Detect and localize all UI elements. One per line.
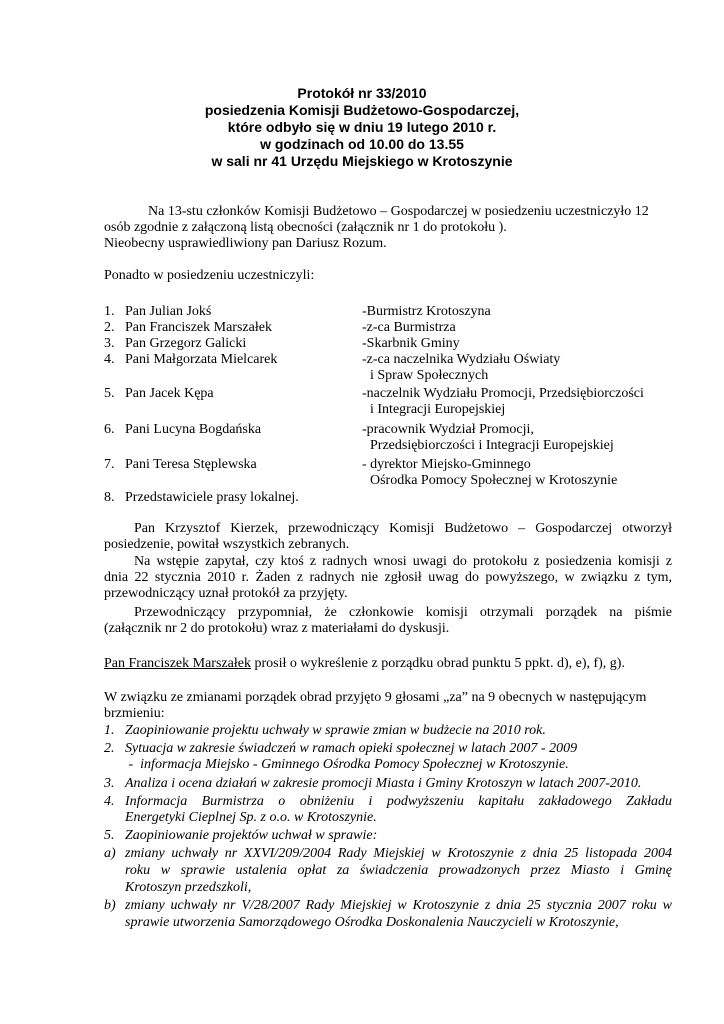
participant-name: Pan Grzegorz Galicki (125, 336, 247, 351)
participant-name: Przedstawiciele prasy lokalnej. (125, 490, 299, 505)
agenda-subitem: zmiany uchwały nr XXVI/209/2004 Rady Miejskiej w Krotoszynie z dnia 25 listopada 2004 (125, 846, 672, 861)
request-text: prosił o wykreślenie z porządku obrad punktu 5 ppkt. d), e), f), g). (250, 656, 625, 671)
agenda-number: 4. (104, 794, 115, 809)
participant-number: 7. (104, 457, 115, 472)
agenda-subitem: zmiany uchwały nr V/28/2007 Rady Miejskiej w Krotoszynie z dnia 25 stycznia 2007 roku w (125, 898, 672, 913)
participant-role: -z-ca naczelnika Wydziału Oświaty (362, 352, 561, 367)
participant-number: 6. (104, 422, 115, 437)
participant-number: 4. (104, 352, 115, 367)
opening-line-1: Pan Krzysztof Kierzek, przewodniczący Komisji Budżetowo – Gospodarczej otworzył (134, 521, 672, 536)
minutes-question-line-3: przewodniczący uznał protokół za przyjęty. (104, 586, 348, 601)
intro-line-1: Na 13-stu członków Komisji Budżetowo – Gospodarczej w posiedzeniu uczestniczyło 12 (148, 204, 649, 219)
participant-role: -pracownik Wydział Promocji, (362, 422, 534, 437)
participant-role: -naczelnik Wydziału Promocji, Przedsiębiorczości (362, 386, 644, 401)
agenda-letter: a) (104, 846, 116, 861)
minutes-question-line-2: dnia 22 stycznia 2010 r. Żaden z radnych nie zgłosił uwag do powyższego, w związku z tym, (104, 570, 672, 585)
participant-name: Pani Lucyna Bogdańska (125, 422, 262, 437)
agenda-item: Zaopiniowanie projektów uchwał w sprawie: (125, 828, 378, 843)
protocol-title: Protokół nr 33/2010 (297, 85, 427, 101)
speaker-name: Pan Franciszek Marszałek (104, 656, 251, 671)
agenda-number: 5. (104, 828, 115, 843)
participant-role-cont: i Integracji Europejskiej (370, 402, 506, 417)
participant-name: Pan Franciszek Marszałek (125, 320, 272, 335)
agenda-intro-line-2: brzmieniu: (104, 706, 165, 721)
participant-number: 5. (104, 386, 115, 401)
title-line-3: które odbyło się w dniu 19 lutego 2010 r. (227, 119, 497, 135)
agenda-item: Informacja Burmistrza o obniżeniu i podwyższeniu kapitału zakładowego Zakładu (125, 794, 672, 809)
participant-role: -Skarbnik Gminy (362, 336, 460, 351)
participant-number: 1. (104, 304, 115, 319)
minutes-question-line-1: Na wstępie zapytał, czy ktoś z radnych wnosi uwagi do protokołu z posiedzenia komisji z (134, 554, 672, 569)
agenda-note-line-1: Przewodniczący przypomniał, że członkowie komisji otrzymali porządek na piśmie (134, 605, 672, 620)
participant-number: 8. (104, 490, 115, 505)
participant-role-cont: Ośrodka Pomocy Społecznej w Krotoszynie (370, 473, 618, 488)
participant-name: Pan Julian Jokś (125, 304, 212, 319)
agenda-note-line-2: (załącznik nr 2 do protokołu) wraz z materiałami do dyskusji. (104, 621, 450, 636)
intro-line-2: osób zgodnie z załączoną listą obecności (załącznik nr 1 do protokołu ). (104, 220, 507, 235)
agenda-item: Sytuacja w zakresie świadczeń w ramach opieki społecznej w latach 2007 - 2009 (125, 741, 578, 756)
title-line-4: w godzinach od 10.00 do 13.55 (260, 136, 464, 152)
participant-name: Pani Teresa Stęplewska (125, 457, 257, 472)
agenda-subitem-cont: Krotoszyn przedszkoli, (125, 880, 252, 895)
intro-line-3: Nieobecny usprawiedliwiony pan Dariusz Rozum. (104, 236, 387, 251)
participant-role: -z-ca Burmistrza (362, 320, 456, 335)
participant-name: Pan Jacek Kępa (125, 386, 214, 401)
agenda-letter: b) (104, 898, 116, 913)
participant-number: 3. (104, 336, 115, 351)
participant-role: - dyrektor Miejsko-Gminnego (362, 457, 531, 472)
marszalek-request (104, 656, 625, 672)
participants-heading: Ponadto w posiedzeniu uczestniczyli: (104, 268, 315, 283)
title-line-2: posiedzenia Komisji Budżetowo-Gospodarczej, (204, 102, 520, 118)
agenda-intro-line-1: W związku ze zmianami porządek obrad przyjęto 9 głosami „za” na 9 obecnych w następującym (104, 690, 647, 705)
agenda-subitem-cont: sprawie utworzenia Samorządowego Ośrodka Doskonalenia Nauczycieli w Krotoszynie, (125, 915, 619, 930)
agenda-item-cont: - informacja Miejsko - Gminnego Ośrodka Pomocy Społecznej w Krotoszynie. (125, 757, 569, 772)
opening-line-2: posiedzenie, powitał wszystkich zebranych. (104, 537, 350, 552)
title-line-5: w sali nr 41 Urzędu Miejskiego w Krotoszynie (211, 153, 513, 169)
agenda-subitem-cont: roku w sprawie ustalenia opłat za świadczenia prowadzonych przez Miasto i Gminę (125, 863, 672, 878)
agenda-number: 1. (104, 723, 115, 738)
participant-role-cont: Przedsiębiorczości i Integracji Europejskiej (370, 438, 614, 453)
participant-role-cont: i Spraw Społecznych (370, 368, 489, 383)
participant-role: -Burmistrz Krotoszyna (362, 304, 491, 319)
agenda-item-cont: Energetyki Cieplnej Sp. z o.o. w Krotoszynie. (125, 810, 377, 825)
participant-number: 2. (104, 320, 115, 335)
agenda-item: Analiza i ocena działań w zakresie promocji Miasta i Gminy Krotoszyn w latach 2007-2010. (125, 776, 642, 791)
agenda-number: 2. (104, 741, 115, 756)
participant-name: Pani Małgorzata Mielcarek (125, 352, 278, 367)
agenda-number: 3. (104, 776, 115, 791)
agenda-item: Zaopiniowanie projektu uchwały w sprawie zmian w budżecie na 2010 rok. (125, 723, 546, 738)
